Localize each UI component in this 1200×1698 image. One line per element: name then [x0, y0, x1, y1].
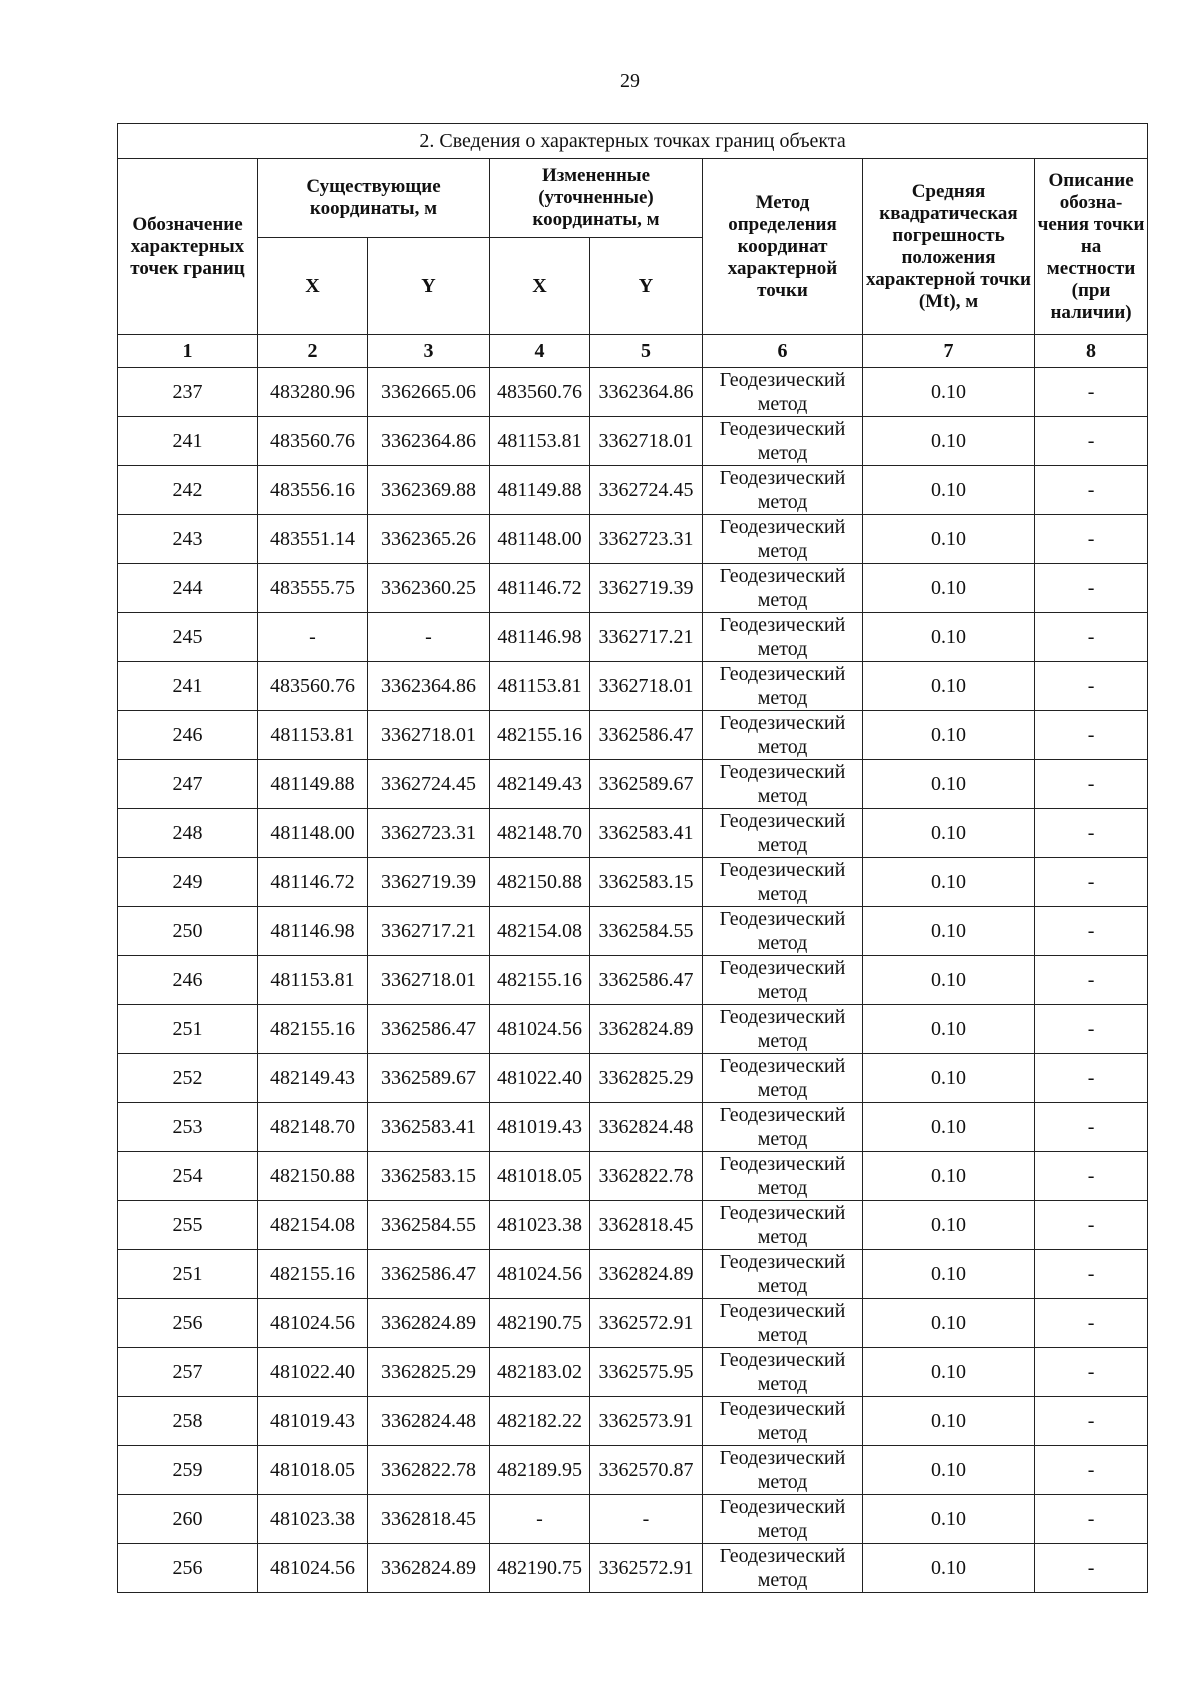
cell-changed-y: 3362825.29 [590, 1054, 703, 1103]
column-number: 6 [703, 335, 863, 368]
header-existing-y: Y [368, 238, 490, 335]
cell-mean-square-error: 0.10 [863, 858, 1035, 907]
cell-description: - [1035, 564, 1148, 613]
cell-point: 245 [118, 613, 258, 662]
cell-changed-x: 483560.76 [490, 368, 590, 417]
cell-existing-x: 481018.05 [258, 1446, 368, 1495]
cell-description: - [1035, 1250, 1148, 1299]
cell-existing-x: 481019.43 [258, 1397, 368, 1446]
cell-method: Геодезический метод [703, 466, 863, 515]
cell-changed-x: 482148.70 [490, 809, 590, 858]
cell-existing-y: 3362824.89 [368, 1544, 490, 1593]
cell-existing-y: 3362360.25 [368, 564, 490, 613]
table-row [118, 1495, 1148, 1544]
cell-existing-x: 481149.88 [258, 760, 368, 809]
cell-existing-x: 483551.14 [258, 515, 368, 564]
cell-changed-x: 482155.16 [490, 956, 590, 1005]
cell-existing-x: 481023.38 [258, 1495, 368, 1544]
cell-mean-square-error: 0.10 [863, 1103, 1035, 1152]
cell-changed-y: 3362824.48 [590, 1103, 703, 1152]
cell-point: 246 [118, 711, 258, 760]
cell-method: Геодезический метод [703, 1397, 863, 1446]
cell-method: Геодезический метод [703, 1005, 863, 1054]
table-row [118, 1103, 1148, 1152]
header-point-designation: Обозначение характерных точек границ [118, 159, 258, 335]
cell-changed-x: 481146.98 [490, 613, 590, 662]
cell-changed-x: 482190.75 [490, 1544, 590, 1593]
cell-description: - [1035, 466, 1148, 515]
cell-description: - [1035, 760, 1148, 809]
boundary-points-table [117, 123, 1148, 1593]
cell-changed-y: - [590, 1495, 703, 1544]
table-row [118, 1299, 1148, 1348]
cell-existing-y: 3362364.86 [368, 662, 490, 711]
cell-changed-y: 3362724.45 [590, 466, 703, 515]
cell-description: - [1035, 1495, 1148, 1544]
cell-method: Геодезический метод [703, 907, 863, 956]
header-changed-y: Y [590, 238, 703, 335]
cell-changed-y: 3362718.01 [590, 417, 703, 466]
cell-method: Геодезический метод [703, 564, 863, 613]
cell-point: 253 [118, 1103, 258, 1152]
cell-point: 241 [118, 417, 258, 466]
cell-mean-square-error: 0.10 [863, 1446, 1035, 1495]
cell-point: 256 [118, 1544, 258, 1593]
cell-changed-y: 3362586.47 [590, 956, 703, 1005]
cell-changed-y: 3362822.78 [590, 1152, 703, 1201]
cell-point: 250 [118, 907, 258, 956]
cell-method: Геодезический метод [703, 515, 863, 564]
table-row [118, 368, 1148, 417]
cell-point: 252 [118, 1054, 258, 1103]
cell-point: 247 [118, 760, 258, 809]
header-method: Метод определения координат характерной точки [703, 159, 863, 335]
cell-existing-y: 3362364.86 [368, 417, 490, 466]
cell-mean-square-error: 0.10 [863, 1348, 1035, 1397]
header-changed-x: X [490, 238, 590, 335]
cell-point: 246 [118, 956, 258, 1005]
cell-point: 254 [118, 1152, 258, 1201]
cell-changed-x: 482190.75 [490, 1299, 590, 1348]
cell-mean-square-error: 0.10 [863, 564, 1035, 613]
column-number: 8 [1035, 335, 1148, 368]
column-number: 7 [863, 335, 1035, 368]
cell-description: - [1035, 1005, 1148, 1054]
cell-changed-x: 481153.81 [490, 662, 590, 711]
cell-existing-x: 483560.76 [258, 662, 368, 711]
cell-mean-square-error: 0.10 [863, 515, 1035, 564]
cell-changed-y: 3362818.45 [590, 1201, 703, 1250]
cell-description: - [1035, 662, 1148, 711]
cell-method: Геодезический метод [703, 662, 863, 711]
cell-changed-x: 481153.81 [490, 417, 590, 466]
cell-mean-square-error: 0.10 [863, 1054, 1035, 1103]
cell-description: - [1035, 1201, 1148, 1250]
cell-mean-square-error: 0.10 [863, 1544, 1035, 1593]
cell-mean-square-error: 0.10 [863, 1250, 1035, 1299]
table-title: 2. Сведения о характерных точках границ объекта [118, 124, 1148, 159]
cell-changed-x: 481023.38 [490, 1201, 590, 1250]
column-number: 4 [490, 335, 590, 368]
cell-changed-y: 3362824.89 [590, 1005, 703, 1054]
cell-description: - [1035, 956, 1148, 1005]
cell-description: - [1035, 858, 1148, 907]
cell-existing-x: 481146.98 [258, 907, 368, 956]
cell-existing-x: 481022.40 [258, 1348, 368, 1397]
cell-existing-y: 3362822.78 [368, 1446, 490, 1495]
cell-changed-x: 482149.43 [490, 760, 590, 809]
cell-mean-square-error: 0.10 [863, 368, 1035, 417]
table-row [118, 711, 1148, 760]
cell-existing-y: 3362583.15 [368, 1152, 490, 1201]
cell-method: Геодезический метод [703, 1348, 863, 1397]
column-number: 5 [590, 335, 703, 368]
cell-method: Геодезический метод [703, 1054, 863, 1103]
cell-method: Геодезический метод [703, 858, 863, 907]
cell-existing-x: 481153.81 [258, 956, 368, 1005]
cell-description: - [1035, 1446, 1148, 1495]
header-existing-coordinates: Существующие координаты, м [258, 159, 490, 238]
cell-mean-square-error: 0.10 [863, 711, 1035, 760]
table-row [118, 564, 1148, 613]
cell-changed-y: 3362575.95 [590, 1348, 703, 1397]
cell-point: 255 [118, 1201, 258, 1250]
cell-existing-x: 481024.56 [258, 1299, 368, 1348]
table-row [118, 1348, 1148, 1397]
table-row [118, 1250, 1148, 1299]
cell-changed-x: 481024.56 [490, 1005, 590, 1054]
cell-existing-y: 3362665.06 [368, 368, 490, 417]
cell-changed-x: 482154.08 [490, 907, 590, 956]
cell-mean-square-error: 0.10 [863, 1397, 1035, 1446]
cell-changed-x: 481019.43 [490, 1103, 590, 1152]
cell-changed-x: 482155.16 [490, 711, 590, 760]
header-changed-coordinates: Измененные (уточненные) координаты, м [490, 159, 703, 238]
cell-mean-square-error: 0.10 [863, 1495, 1035, 1544]
cell-existing-y: 3362586.47 [368, 1005, 490, 1054]
cell-point: 260 [118, 1495, 258, 1544]
cell-existing-x: 482149.43 [258, 1054, 368, 1103]
cell-existing-x: 483556.16 [258, 466, 368, 515]
cell-point: 237 [118, 368, 258, 417]
table-row [118, 662, 1148, 711]
table-row [118, 466, 1148, 515]
cell-changed-y: 3362584.55 [590, 907, 703, 956]
cell-existing-y: 3362724.45 [368, 760, 490, 809]
cell-description: - [1035, 711, 1148, 760]
cell-description: - [1035, 1103, 1148, 1152]
column-number: 3 [368, 335, 490, 368]
cell-changed-y: 3362717.21 [590, 613, 703, 662]
cell-method: Геодезический метод [703, 1544, 863, 1593]
cell-existing-y: 3362586.47 [368, 1250, 490, 1299]
cell-description: - [1035, 809, 1148, 858]
cell-existing-x: 481148.00 [258, 809, 368, 858]
table-row [118, 1446, 1148, 1495]
cell-existing-y: 3362723.31 [368, 809, 490, 858]
cell-existing-y: 3362583.41 [368, 1103, 490, 1152]
column-numbers-row [118, 335, 1148, 368]
cell-existing-y: 3362584.55 [368, 1201, 490, 1250]
table-row [118, 417, 1148, 466]
cell-description: - [1035, 1152, 1148, 1201]
cell-method: Геодезический метод [703, 1446, 863, 1495]
cell-changed-x: 481024.56 [490, 1250, 590, 1299]
cell-changed-x: 481149.88 [490, 466, 590, 515]
table-row [118, 613, 1148, 662]
cell-existing-y: 3362818.45 [368, 1495, 490, 1544]
cell-changed-y: 3362586.47 [590, 711, 703, 760]
cell-existing-x: 481153.81 [258, 711, 368, 760]
cell-point: 244 [118, 564, 258, 613]
cell-changed-x: 482150.88 [490, 858, 590, 907]
cell-method: Геодезический метод [703, 1201, 863, 1250]
cell-mean-square-error: 0.10 [863, 1201, 1035, 1250]
header-description: Описание обозна-чения точки на местности (при наличии) [1035, 159, 1148, 335]
cell-changed-y: 3362570.87 [590, 1446, 703, 1495]
table-row [118, 760, 1148, 809]
table-row [118, 1054, 1148, 1103]
cell-changed-x: 481148.00 [490, 515, 590, 564]
cell-description: - [1035, 1054, 1148, 1103]
cell-mean-square-error: 0.10 [863, 809, 1035, 858]
cell-existing-x: 483560.76 [258, 417, 368, 466]
cell-point: 241 [118, 662, 258, 711]
column-number: 1 [118, 335, 258, 368]
cell-changed-y: 3362718.01 [590, 662, 703, 711]
table-row [118, 1201, 1148, 1250]
cell-existing-x: - [258, 613, 368, 662]
cell-method: Геодезический метод [703, 417, 863, 466]
cell-description: - [1035, 907, 1148, 956]
cell-changed-x: 481018.05 [490, 1152, 590, 1201]
cell-changed-y: 3362824.89 [590, 1250, 703, 1299]
cell-existing-x: 482155.16 [258, 1250, 368, 1299]
table-row [118, 1005, 1148, 1054]
cell-existing-y: - [368, 613, 490, 662]
cell-changed-x: 482189.95 [490, 1446, 590, 1495]
cell-changed-x: 482183.02 [490, 1348, 590, 1397]
cell-mean-square-error: 0.10 [863, 956, 1035, 1005]
cell-existing-y: 3362719.39 [368, 858, 490, 907]
cell-existing-x: 482148.70 [258, 1103, 368, 1152]
cell-method: Геодезический метод [703, 760, 863, 809]
cell-existing-y: 3362718.01 [368, 711, 490, 760]
cell-existing-x: 483555.75 [258, 564, 368, 613]
table-row [118, 809, 1148, 858]
cell-point: 243 [118, 515, 258, 564]
cell-changed-y: 3362583.41 [590, 809, 703, 858]
cell-existing-x: 482154.08 [258, 1201, 368, 1250]
cell-description: - [1035, 368, 1148, 417]
cell-method: Геодезический метод [703, 809, 863, 858]
cell-method: Геодезический метод [703, 368, 863, 417]
cell-point: 251 [118, 1005, 258, 1054]
cell-changed-x: 481022.40 [490, 1054, 590, 1103]
cell-mean-square-error: 0.10 [863, 466, 1035, 515]
cell-description: - [1035, 1348, 1148, 1397]
cell-mean-square-error: 0.10 [863, 662, 1035, 711]
cell-mean-square-error: 0.10 [863, 1005, 1035, 1054]
cell-mean-square-error: 0.10 [863, 1299, 1035, 1348]
cell-description: - [1035, 1397, 1148, 1446]
cell-existing-y: 3362824.89 [368, 1299, 490, 1348]
header-existing-x: X [258, 238, 368, 335]
cell-changed-x: 481146.72 [490, 564, 590, 613]
cell-method: Геодезический метод [703, 1495, 863, 1544]
cell-changed-y: 3362589.67 [590, 760, 703, 809]
cell-existing-x: 481146.72 [258, 858, 368, 907]
cell-point: 251 [118, 1250, 258, 1299]
cell-method: Геодезический метод [703, 1103, 863, 1152]
cell-existing-x: 482155.16 [258, 1005, 368, 1054]
table-row [118, 1544, 1148, 1593]
cell-existing-y: 3362717.21 [368, 907, 490, 956]
cell-changed-y: 3362572.91 [590, 1544, 703, 1593]
cell-existing-x: 483280.96 [258, 368, 368, 417]
cell-existing-x: 482150.88 [258, 1152, 368, 1201]
table-row [118, 858, 1148, 907]
cell-changed-y: 3362583.15 [590, 858, 703, 907]
cell-mean-square-error: 0.10 [863, 1152, 1035, 1201]
cell-changed-y: 3362573.91 [590, 1397, 703, 1446]
cell-point: 242 [118, 466, 258, 515]
cell-changed-x: - [490, 1495, 590, 1544]
table-row [118, 907, 1148, 956]
table-body [118, 368, 1148, 1593]
cell-description: - [1035, 515, 1148, 564]
cell-description: - [1035, 613, 1148, 662]
cell-point: 248 [118, 809, 258, 858]
cell-existing-y: 3362718.01 [368, 956, 490, 1005]
cell-existing-y: 3362369.88 [368, 466, 490, 515]
cell-changed-y: 3362572.91 [590, 1299, 703, 1348]
cell-point: 257 [118, 1348, 258, 1397]
table-row [118, 515, 1148, 564]
cell-existing-y: 3362365.26 [368, 515, 490, 564]
header-mean-square-error: Средняя квадратическая погрешность положения характерной точки (Mt), м [863, 159, 1035, 335]
cell-mean-square-error: 0.10 [863, 417, 1035, 466]
cell-changed-y: 3362364.86 [590, 368, 703, 417]
cell-existing-y: 3362589.67 [368, 1054, 490, 1103]
column-number: 2 [258, 335, 368, 368]
cell-method: Геодезический метод [703, 1250, 863, 1299]
cell-existing-y: 3362825.29 [368, 1348, 490, 1397]
cell-method: Геодезический метод [703, 613, 863, 662]
cell-description: - [1035, 417, 1148, 466]
cell-existing-x: 481024.56 [258, 1544, 368, 1593]
cell-method: Геодезический метод [703, 711, 863, 760]
cell-point: 256 [118, 1299, 258, 1348]
table-row [118, 1152, 1148, 1201]
cell-changed-y: 3362723.31 [590, 515, 703, 564]
table-header [118, 124, 1148, 368]
table-row [118, 1397, 1148, 1446]
cell-changed-y: 3362719.39 [590, 564, 703, 613]
cell-mean-square-error: 0.10 [863, 907, 1035, 956]
cell-point: 249 [118, 858, 258, 907]
cell-method: Геодезический метод [703, 1152, 863, 1201]
cell-mean-square-error: 0.10 [863, 613, 1035, 662]
table-row [118, 956, 1148, 1005]
cell-mean-square-error: 0.10 [863, 760, 1035, 809]
cell-point: 259 [118, 1446, 258, 1495]
cell-changed-x: 482182.22 [490, 1397, 590, 1446]
cell-method: Геодезический метод [703, 1299, 863, 1348]
cell-description: - [1035, 1299, 1148, 1348]
cell-description: - [1035, 1544, 1148, 1593]
cell-existing-y: 3362824.48 [368, 1397, 490, 1446]
cell-method: Геодезический метод [703, 956, 863, 1005]
cell-point: 258 [118, 1397, 258, 1446]
page-number: 29 [620, 70, 640, 92]
